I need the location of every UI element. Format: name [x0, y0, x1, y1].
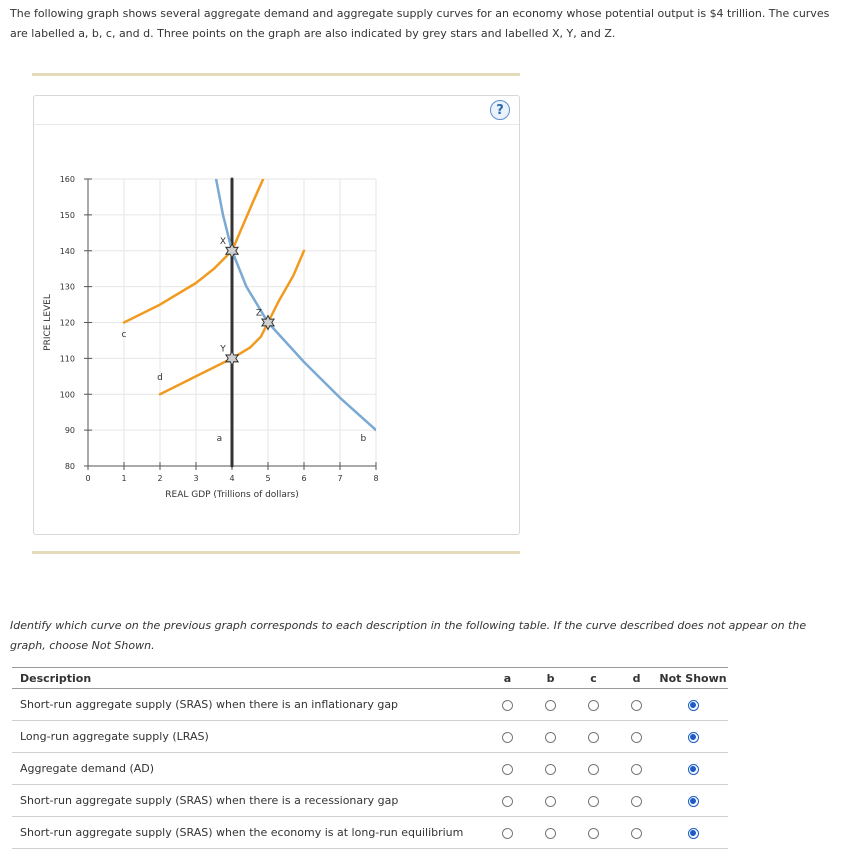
option-cell: [615, 689, 658, 721]
row-description: Long-run aggregate supply (LRAS): [12, 721, 486, 753]
series-line-b[interactable]: [214, 168, 376, 430]
option-cell: [486, 689, 529, 721]
row-description: Aggregate demand (AD): [12, 753, 486, 785]
radio-a[interactable]: [502, 828, 513, 839]
radio-b[interactable]: [545, 828, 556, 839]
option-cell: [658, 785, 728, 817]
option-cell: [615, 753, 658, 785]
header-c: c: [572, 668, 615, 689]
star-point-y[interactable]: [226, 351, 238, 365]
option-cell: [615, 785, 658, 817]
header-not-shown: Not Shown: [658, 668, 728, 689]
radio-d[interactable]: [631, 764, 642, 775]
row-description: Short-run aggregate supply (SRAS) when there is an inflationary gap: [12, 689, 486, 721]
radio-d[interactable]: [631, 732, 642, 743]
curve-label-a: a: [216, 433, 223, 444]
option-cell: [572, 721, 615, 753]
option-cell: [486, 817, 529, 849]
radio-b[interactable]: [545, 732, 556, 743]
instruction-text: Identify which curve on the previous graph corresponds to each description in the following table. If the curve described does not appear on the graph, choose Not Shown.: [10, 619, 807, 652]
table-row: [12, 785, 728, 817]
radio-c[interactable]: [588, 796, 599, 807]
y-tick-label: 80: [64, 462, 75, 471]
option-cell: [529, 817, 572, 849]
option-cell: [658, 753, 728, 785]
radio-d[interactable]: [631, 796, 642, 807]
radio-b[interactable]: [545, 796, 556, 807]
option-cell: [572, 689, 615, 721]
x-tick-label: 2: [157, 474, 163, 483]
radio-not-shown[interactable]: [688, 732, 699, 743]
option-cell: [486, 721, 529, 753]
row-description: Short-run aggregate supply (SRAS) when the economy is at long-run equilibrium: [12, 817, 486, 849]
radio-a[interactable]: [502, 764, 513, 775]
option-cell: [486, 753, 529, 785]
curve-label-c: c: [121, 329, 127, 340]
x-tick-label: 7: [337, 474, 343, 483]
row-description: Short-run aggregate supply (SRAS) when there is a recessionary gap: [12, 785, 486, 817]
option-cell: [658, 721, 728, 753]
y-tick-label: 130: [59, 282, 75, 292]
option-cell: [615, 721, 658, 753]
x-tick-label: 0: [85, 474, 91, 483]
y-tick-label: 100: [59, 390, 75, 400]
x-tick-label: 4: [229, 474, 235, 483]
option-cell: [529, 753, 572, 785]
radio-d[interactable]: [631, 700, 642, 711]
curve-label-b: b: [360, 433, 367, 444]
table-row: [12, 753, 728, 785]
radio-b[interactable]: [545, 764, 556, 775]
help-icon[interactable]: ?: [490, 100, 510, 120]
option-cell: [658, 817, 728, 849]
aggregate-demand-supply-chart[interactable]: [34, 96, 521, 536]
bottom-divider: [32, 551, 520, 554]
curve-label-d: d: [157, 372, 163, 383]
y-axis-label: PRICE LEVEL: [43, 294, 53, 351]
radio-c[interactable]: [588, 828, 599, 839]
header-b: b: [529, 668, 572, 689]
header-description: Description: [12, 668, 486, 689]
top-divider: [32, 73, 520, 76]
x-tick-label: 6: [301, 474, 307, 483]
header-a: a: [486, 668, 529, 689]
y-tick-label: 110: [59, 354, 75, 364]
radio-d[interactable]: [631, 828, 642, 839]
point-label-y: Y: [220, 344, 226, 355]
option-cell: [572, 817, 615, 849]
radio-not-shown[interactable]: [688, 828, 699, 839]
x-axis-label: REAL GDP (Trillions of dollars): [165, 490, 299, 500]
option-cell: [615, 817, 658, 849]
radio-a[interactable]: [502, 732, 513, 743]
point-label-x: X: [219, 236, 227, 247]
table-row: [12, 689, 728, 721]
point-label-z: Z: [255, 308, 263, 319]
x-tick-label: 3: [193, 474, 199, 483]
option-cell: [572, 753, 615, 785]
option-cell: [572, 785, 615, 817]
option-cell: [486, 785, 529, 817]
radio-c[interactable]: [588, 700, 599, 711]
table-row: [12, 817, 728, 849]
radio-c[interactable]: [588, 764, 599, 775]
y-tick-label: 150: [59, 210, 75, 220]
radio-a[interactable]: [502, 796, 513, 807]
radio-c[interactable]: [588, 732, 599, 743]
y-tick-label: 140: [59, 246, 75, 256]
intro-text: The following graph shows several aggregate demand and aggregate supply curves for an economy whose potential output is $4 trillion. The curves are labelled a, b, c, and d. Three points on the graph are also indicated by grey stars and labelled X, Y, and Z.: [10, 7, 830, 40]
radio-not-shown[interactable]: [688, 764, 699, 775]
table-row: [12, 721, 728, 753]
option-cell: [529, 721, 572, 753]
y-tick-label: 120: [59, 318, 75, 328]
x-tick-label: 5: [265, 474, 271, 483]
radio-not-shown[interactable]: [688, 700, 699, 711]
option-cell: [529, 785, 572, 817]
option-cell: [529, 689, 572, 721]
option-cell: [658, 689, 728, 721]
graph-panel: [33, 95, 520, 535]
y-tick-label: 90: [64, 426, 75, 436]
x-tick-label: 8: [373, 474, 379, 483]
x-tick-label: 1: [121, 474, 127, 483]
radio-not-shown[interactable]: [688, 796, 699, 807]
y-tick-label: 160: [59, 175, 75, 184]
answer-table: [12, 667, 728, 849]
radio-a[interactable]: [502, 700, 513, 711]
header-d: d: [615, 668, 658, 689]
radio-b[interactable]: [545, 700, 556, 711]
table-header-row: [12, 668, 728, 689]
